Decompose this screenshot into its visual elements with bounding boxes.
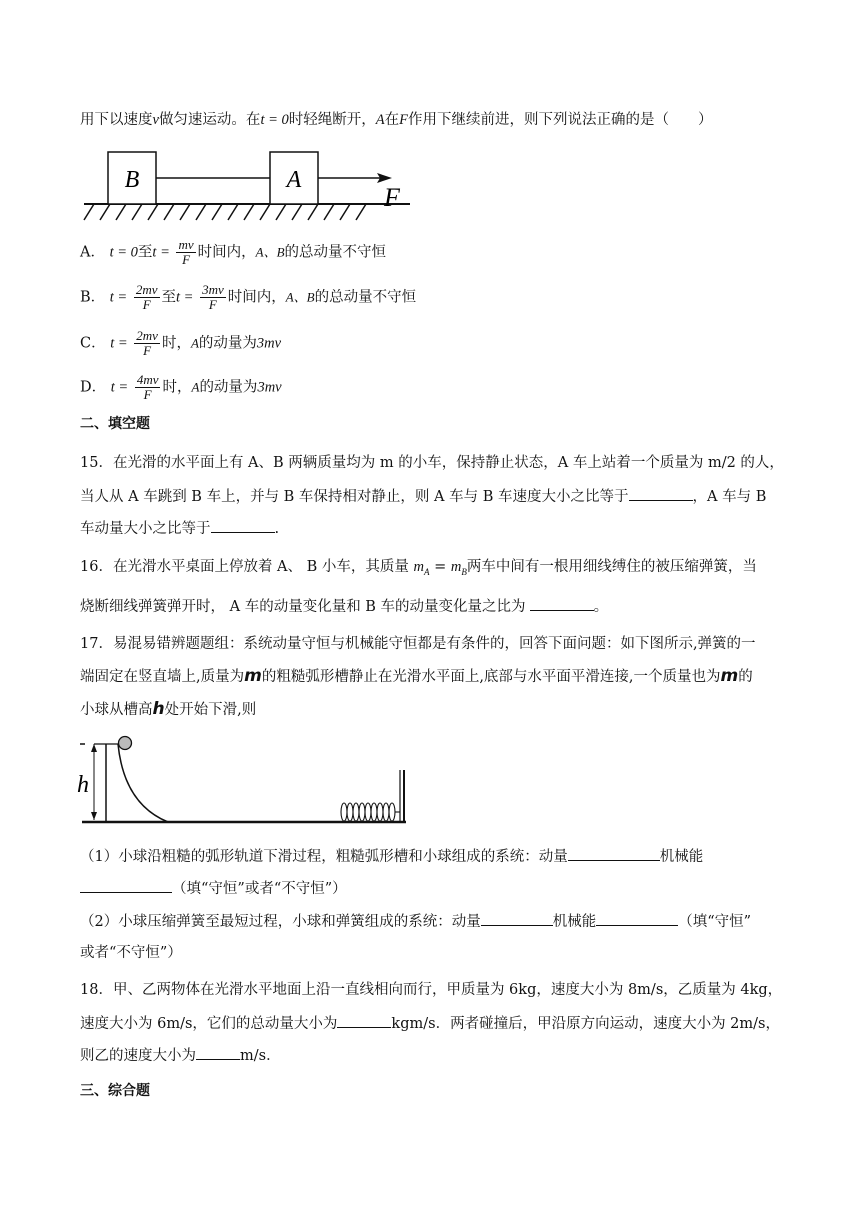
fraction-numerator: 4mv: [136, 372, 159, 387]
arc-slope: [118, 744, 168, 822]
option-text: 至: [137, 244, 153, 261]
q15-line-3: [80, 518, 279, 539]
q17-text: （2）小球压缩弹簧至最短过程，小球和弹簧组成的系统：动量: [80, 914, 481, 930]
q17-part-2-line-2: 或者“不守恒”）: [80, 945, 182, 961]
q16-line-2: [80, 596, 608, 617]
answer-blank[interactable]: [596, 911, 678, 926]
answer-blank[interactable]: [629, 486, 693, 501]
answer-blank[interactable]: [481, 911, 553, 926]
q17-line-3: [80, 699, 256, 720]
option-text: A、B: [285, 289, 315, 305]
mass-a-subscript: A: [424, 566, 430, 577]
q17-figure-slope-spring: [76, 730, 416, 830]
q14-var-A: A: [375, 112, 385, 128]
mass-symbol: m: [720, 666, 739, 686]
q18-text: m/s．: [240, 1048, 281, 1064]
height-arrow-bottom: [91, 812, 97, 820]
ball: [119, 737, 132, 750]
mass-symbol: m: [244, 666, 262, 686]
q14-t0: t = 0: [260, 112, 289, 128]
height-arrow-top: [91, 744, 97, 752]
ground-hatching: [84, 204, 366, 220]
mass-b: m: [450, 559, 462, 575]
option-text: 的动量为: [199, 379, 258, 396]
q18-line-3: [80, 1045, 281, 1066]
answer-blank[interactable]: [211, 518, 275, 533]
q17-part-2-line-1: [80, 911, 751, 932]
section-heading-comprehensive: 三、综合题: [80, 1083, 150, 1099]
fraction-denominator: F: [142, 297, 151, 312]
q17-text: 机械能: [659, 849, 704, 865]
q14-stem: [80, 110, 712, 130]
option-text: A: [190, 335, 199, 351]
q17-text: 的粗糙弧形槽静止在光滑水平面上,底部与水平面平滑连接,一个质量也为: [261, 669, 721, 685]
fraction-numerator: 2mv: [136, 328, 158, 343]
equals-sign: =: [429, 559, 451, 575]
answer-blank[interactable]: [196, 1045, 240, 1060]
q17-text: 处开始下滑,则: [164, 702, 257, 718]
q14-stem-text: 做匀速运动。在: [158, 112, 261, 128]
q16-text: 两车中间有一根用细线缚住的被压缩弹簧，当: [466, 559, 757, 575]
option-text: A、B: [255, 244, 285, 260]
option-text: 时，: [161, 335, 191, 352]
fraction: [176, 238, 195, 267]
fraction: [200, 283, 226, 312]
answer-blank[interactable]: [337, 1013, 391, 1028]
section-heading-fill-in: 二、填空题: [80, 416, 150, 432]
q16-line-1: [80, 557, 757, 582]
option-text: 3mv: [257, 379, 282, 396]
q15-line-1: 15．在光滑的水平面上有 A、B 两辆质量均为 m 的小车，保持静止状态，A 车上站着一个质量为 m/2 的人，: [80, 455, 784, 471]
q18-line-1: 18．甲、乙两物体在光滑水平地面上沿一直线相向而行，甲质量为 6kg，速度大小为 8m/s，乙质量为 4kg，: [80, 982, 783, 998]
q18-text: kgm/s．两者碰撞后，甲沿原方向运动，速度大小为 2m/s，: [391, 1016, 780, 1032]
fraction: [134, 283, 160, 312]
q14-stem-text: 在: [384, 112, 400, 128]
answer-blank[interactable]: [568, 846, 660, 861]
option-text: t =: [152, 244, 170, 261]
block-a-label: A: [286, 167, 302, 193]
q17-text: （填“守恒”或者“不守恒”）: [172, 881, 347, 897]
option-text: 至: [161, 289, 176, 306]
q14-stem-text: 作用下继续前进，则下列说法正确的是（ ）: [407, 112, 713, 128]
q14-option-a: [80, 238, 386, 267]
q15-line-2: [80, 486, 766, 507]
option-text: 的动量为: [198, 335, 257, 352]
height-label: h: [77, 772, 89, 798]
option-letter: D．: [80, 379, 107, 396]
option-text: 时间内，: [227, 289, 286, 306]
force-label: F: [384, 183, 400, 212]
option-text: t =: [109, 289, 128, 306]
option-text: t = 0: [109, 244, 138, 261]
q18-text: 则乙的速度大小为: [80, 1048, 196, 1064]
q17-text: 的: [738, 669, 753, 685]
option-letter: B．: [80, 289, 106, 306]
answer-blank[interactable]: [530, 596, 594, 611]
q17-text: 端固定在竖直墙上,质量为: [80, 669, 245, 685]
q15-text: .: [274, 521, 280, 537]
option-text: t =: [110, 335, 128, 352]
height-symbol: h: [152, 699, 165, 719]
option-letter: A．: [80, 244, 105, 261]
fraction-denominator: F: [143, 387, 152, 402]
fraction-numerator: 2mv: [135, 282, 158, 297]
fraction-denominator: F: [182, 252, 191, 267]
option-text: 3mv: [256, 335, 282, 352]
q17-text: 机械能: [552, 914, 597, 930]
q15-text: 车动量大小之比等于: [80, 521, 211, 537]
q17-text: （填“守恒”: [678, 914, 752, 930]
option-text: t =: [110, 379, 129, 396]
fraction-denominator: F: [208, 297, 217, 312]
q14-var-F: F: [399, 112, 408, 128]
fraction: [134, 329, 160, 358]
q14-option-d: [80, 373, 282, 402]
answer-blank[interactable]: [80, 878, 172, 893]
q14-figure-blocks: [80, 148, 410, 228]
q16-text: 烧断细线弹簧弹开时， A 车的动量变化量和 B 车的动量变化量之比为: [80, 599, 526, 615]
q17-text: 小球从槽高: [80, 702, 153, 718]
q14-option-c: [80, 329, 281, 358]
q18-text: 速度大小为 6m/s，它们的总动量大小为: [80, 1016, 338, 1032]
q14-stem-text: 时轻绳断开，: [288, 112, 376, 128]
q17-part-1-line-2: [80, 878, 347, 899]
option-text: t =: [176, 289, 194, 306]
q16-text: 16．在光滑水平桌面上停放着 A、 B 小车，其质量: [80, 559, 409, 575]
q17-part-1-line-1: [80, 846, 703, 867]
q14-var-v: v: [152, 112, 159, 128]
q16-text: 。: [593, 599, 609, 615]
q18-line-2: [80, 1013, 780, 1034]
block-b-label: B: [124, 167, 140, 193]
q17-line-2: [80, 666, 753, 687]
q14-stem-text: 用下以速度: [80, 112, 153, 128]
fraction-numerator: mv: [178, 237, 194, 252]
option-text: 的总动量不守恒: [284, 244, 387, 261]
option-letter: C．: [80, 335, 106, 352]
fraction-denominator: F: [143, 343, 152, 358]
mass-b-subscript: B: [461, 566, 467, 577]
mass-a: m: [413, 559, 424, 575]
fraction: [135, 373, 161, 402]
q17-text: （1）小球沿粗糙的弧形轨道下滑过程，粗糙弧形槽和小球组成的系统：动量: [80, 849, 568, 865]
q15-text: 当人从 A 车跳到 B 车上，并与 B 车保持相对静止，则 A 车与 B 车速度大小之比等于: [80, 489, 629, 505]
option-text: 时，: [162, 379, 192, 396]
option-text: 的总动量不守恒: [314, 289, 417, 306]
q14-option-b: [80, 283, 416, 312]
option-text: 时间内，: [197, 244, 256, 261]
option-text: A: [191, 379, 200, 395]
spring: [341, 803, 400, 821]
q17-line-1: 17．易混易错辨题题组：系统动量守恒与机械能守恒都是有条件的，回答下面问题：如下图所示,弹簧的一: [80, 636, 756, 652]
q15-text: ，A 车与 B: [692, 489, 767, 505]
fraction-numerator: 3mv: [202, 282, 224, 297]
